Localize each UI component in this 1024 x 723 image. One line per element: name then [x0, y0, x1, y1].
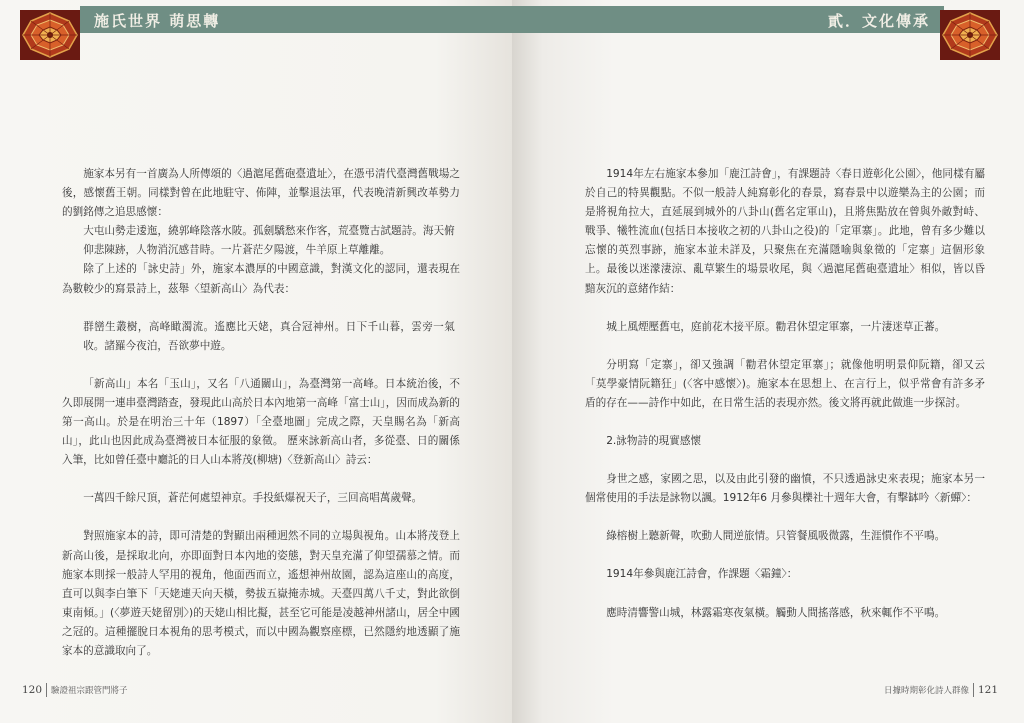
poem-quote: 綠榕樹上聽新聲，吹動人間逆旅情。只管餐風吸微露，生涯慣作不平鳴。	[606, 530, 946, 543]
footer-divider	[973, 683, 974, 697]
paragraph-gap	[585, 585, 985, 604]
poem-quote: 大屯山勢走逶迤，繞郭峰陰落水陂。孤劍驕愁來作客，荒臺覽古試題詩。海天俯仰悲陳跡，人物消沉感昔時。一片蒼茫夕陽渡，牛羊原上草離離。	[83, 225, 455, 257]
body-paragraph: 分明寫「定寨」，卻又強調「勸君休望定軍寨」；就像他明明景仰阮籍，卻又云「莫學豪情阮籍狂」(〈客中感懷〉)。施家本在思想上、在言行上，似乎常會有許多矛盾的存在——詩作中如此，在日常生活的表現亦然。後文將再就此做進一步探討。	[585, 358, 985, 409]
body-paragraph: 1914年左右施家本參加「鹿江詩會」，有課題詩〈春日遊彰化公園〉，他同樣有屬於自己的特異觀點。不似一般詩人純寫彰化的春景，寫春景中以遊樂為主的公園；而是將視角拉大，直延展到城外的八卦山(舊名定軍山)，且將焦點放在曾與外敵對峙、戰爭、犧牲流血(包括日本接收之初的八卦山之役)的「定軍寨」。此地，曾有多少難以忘懷的英烈事跡，施家本並未詳及，只聚焦在充滿隱喻與象徵的「定寨」這個形象上。最後以迷濛淒涼、亂草繁生的場景收尾，與〈過滬尾舊砲臺遺址〉相似，皆以昏黯灰沉的意緒作結：	[585, 168, 985, 295]
paragraph-gap	[585, 337, 985, 356]
octagonal-ornament-icon	[940, 10, 1000, 60]
series-title: 日據時期彰化詩人群像	[883, 686, 969, 696]
series-title: 驗證祖宗跟管門將子	[51, 686, 128, 696]
right-body-text	[585, 165, 985, 623]
paragraph-gap	[585, 413, 985, 432]
header-band	[80, 6, 512, 33]
paragraph-gap	[62, 356, 460, 375]
paragraph-gap	[585, 508, 985, 527]
header-title: 貳．文化傳承	[827, 12, 930, 30]
footer-divider	[46, 683, 47, 697]
body-paragraph: 施家本另有一首廣為人所傳頌的〈過滬尾舊砲臺遺址〉，在憑弔清代臺灣舊戰場之後，感懷舊王朝。同樣對曾在此地駐守、佈陣，並擊退法軍，代表晚清新興改革勢力的劉銘傳之追思感懷：	[62, 168, 460, 219]
poem-quote: 城上風煙壓舊屯，庭前花木接平原。勸君休望定軍寨，一片淒迷草正蕃。	[606, 320, 946, 333]
paragraph-gap	[62, 299, 460, 318]
paragraph-gap	[62, 470, 460, 489]
right-page	[512, 0, 1024, 723]
paragraph-gap	[585, 299, 985, 318]
paragraph-gap	[62, 508, 460, 527]
poem-quote: 群巒生叢樹，高峰瞰濁流。遙應比天姥，真合冠神州。日下千山暮，雲旁一氣收。諸羅今夜泊，吾欲夢中遊。	[83, 320, 455, 352]
poem-quote: 一萬四千餘尺頂，蒼茫何處望神京。手投紙爆祝天子，三回高唱萬歲聲。	[83, 492, 423, 505]
header-title: 施氏世界 萌思轉	[94, 12, 221, 30]
right-footer	[884, 683, 998, 697]
header-band	[512, 6, 944, 33]
paragraph-gap	[585, 451, 985, 470]
page-number: 120	[22, 684, 43, 696]
left-body-text	[62, 165, 460, 661]
page-number: 121	[977, 684, 998, 696]
body-paragraph: 2.詠物詩的現實感懷	[606, 435, 702, 448]
paragraph-gap	[585, 546, 985, 565]
body-paragraph: 1914年參與鹿江詩會，作課題〈霜鐘〉：	[606, 568, 798, 581]
octagonal-ornament-icon	[20, 10, 80, 60]
left-footer	[22, 683, 128, 697]
body-paragraph: 「新高山」本名「玉山」，又名「八通關山」，為臺灣第一高峰。日本統治後，不久即展開一連串臺灣踏查，發現此山高於日本內地第一高峰「富士山」，因而成為新的第一高山。於是在明治三十年（1897）「全臺地圖」完成之際，天皇賜名為「新高山」，此山也因此成為臺灣被日本征服的象徵。 歷來詠新高山者，多從臺、日的關係入筆，比如曾任臺中廳託的日人山本將茂(柳塘)〈登新高山〉詩云：	[62, 377, 460, 467]
body-paragraph: 身世之感，家國之思，以及由此引發的幽憤，不只透過詠史來表現；施家本另一個常使用的手法是詠物以諷。1912年6 月參與櫟社十週年大會，有擊缽吟〈新蟬〉：	[585, 473, 985, 505]
body-paragraph: 對照施家本的詩，即可清楚的對顯出兩種迥然不同的立場與視角。山本將茂登上新高山後，是採取北向，亦即面對日本內地的姿態，對天皇充滿了仰望孺慕之情。而施家本則採一般詩人罕用的視角，他面西而立，遙想神州故園，認為這座山的高度，直可以與李白筆下「天姥連天向天橫，勢拔五嶽掩赤城。天臺四萬八千丈，對此欲倒東南傾。」(〈夢遊天姥留別〉)的天姥山相比擬，甚至它可能是凌越神州諸山，居全中國之冠的。這種擺脫日本視角的思考模式，而以中國為觀察座標，已然隱約地透顯了施家本的意識取向了。	[62, 530, 460, 657]
poem-quote: 應時清響警山城，林露霜寒夜氣橫。觸動人間搖落感，秋來輒作不平鳴。	[606, 606, 946, 619]
body-paragraph: 除了上述的「詠史詩」外，施家本濃厚的中國意識，對漢文化的認同，還表現在為數較少的寫景詩上，茲舉〈望新高山〉為代表：	[62, 263, 460, 295]
